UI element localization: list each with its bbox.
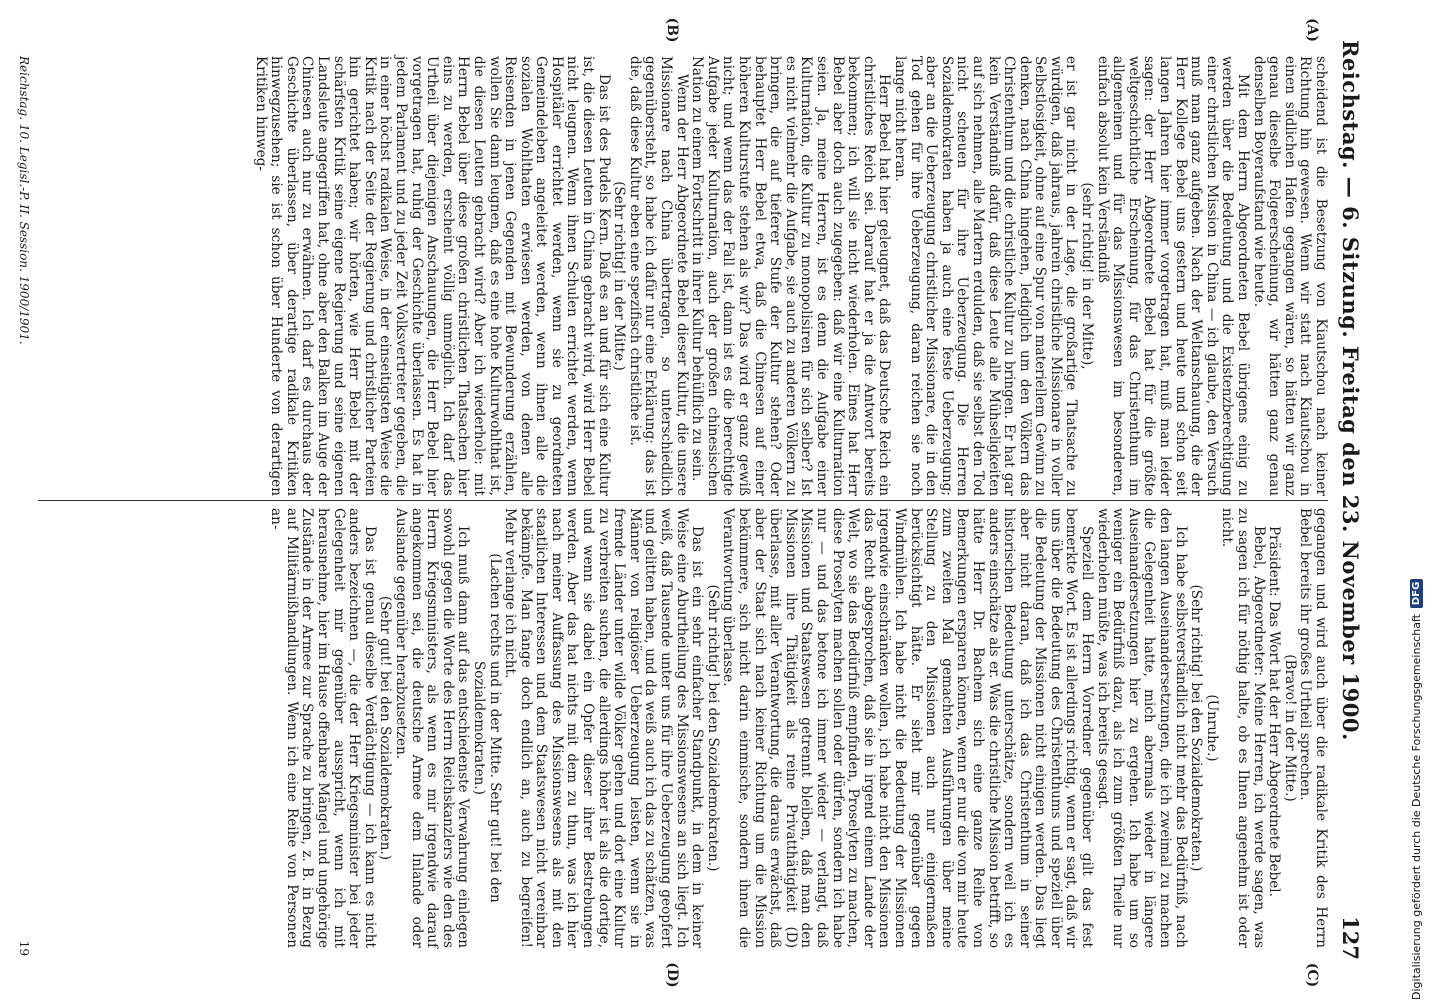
paragraph: Ich habe selbstverständlich nicht mehr das Bedürfniß, nach den langen Auseinandersetzungen, die ich zweimal zu machen die Gelegenheit hatte, mich abermals wieder in längere Auseinandersetzungen hier zu ergehen. Ich habe um so weniger ein Bedürfniß dazu, als ich zum größten Theile nur wiederholen müßte, was ich bereits gesagt. bbox=[1094, 508, 1189, 948]
interjection: (Unruhe.) bbox=[1203, 694, 1220, 762]
paragraph: Speziell dem Herrn Vorredner gegenüber gilt das fest bemerkte Wort. Es ist allerdings richtig, wenn er sagt, daß wir uns über die Bedeutung des Christenthums und speziell über die Bedeutung der Missionen nicht einigen werden. Das liegt aber nicht daran, daß ich das Christenthum in seiner historischen Bedeutung unterschätze, sondern weil ich es anders einschätze als er. Was die christliche Mission betrifft, so hätte Herr Dr. Bachem sich eine ganze Reihe von Bemerkungen ersparen können, wenn er nur die von mir heute zum zweiten Mal gemachten Ausführungen über meine Stellung zu den Missionen auch nur einigermaßen berücksichtigt hätte. Er sieht mir gegenüber gegen Windmühlen. Ich habe nicht die Bedeutung der Missionen irgendwie einschränken wollen, ich habe nicht den Missionen das Recht abgesprochen, daß sie in irgend einem Lande der Welt, wo sie das Bedürfniß empfinden, Proselyten zu machen, diese Proselyten machen sollen oder dürfen, sondern ich habe nur — und das betone ich immer wieder — verlangt, daß Missionen und Staatswesen getrennt bleiben, daß man den Missionen ihre Thätigkeit als reine Privatthätigkeit (D) überlasse, mit aller Verantwortung, die daraus erwächst, daß aber der Staat sich nach keiner Richtung um die Mission bekümmere, sich nicht darin einmische, sondern ihnen die Verantwortung überlasse. bbox=[720, 508, 1096, 948]
digitization-note bbox=[1398, 180, 1434, 1000]
footer-session-info: Reichstag. 10. Legisl.-P. II. Session. 1900/1901. bbox=[17, 56, 31, 345]
paragraph: Das ist des Pudels Kern. Daß es an und für sich eine Kultur ist, die diesen Leuten in China gebracht wird, wird Herr Bebel nicht leugnen. Wenn ihnen Schulen errichtet werden, wenn Hospitäler errichtet werden, wenn sie zu geordneten Gemeindeleben angeleitet werden, wenn ihnen alle die sozialen Wohlthaten erwiesen werden, von denen alle Reisenden in jenen Gegenden mit Bewunderung erzählen, wollen Sie dann leugnen, daß es eine hohe Kulturwohlthat ist, die diesen Leuten gebracht wird? Aber ich wiederhole: mit Herrn Bebel über diese großen christlichen Thatsachen hier eins zu werden, erscheint völlig unmöglich. Ich darf das Urtheil über diejenigen Anschauungen, die Herr Bebel hier vorgetragen hat, ruhig der Geschichte überlassen. Es hat in jedem Parlament und zu jeder Zeit Volksvertreter gegeben, die in einer höchst radikalen Weise, in der einseitigsten Weise die Kritik nach der Seite der Regierung und christlicher Parteien hin gerichtet haben; wir hörten, wie Herr Bebel mit der schärfsten Kritik seine eigene Regierung und seine eigenen Landsleute angegriffen hat, ohne aber den Balken im Auge der Chinesen auch nur zu erwähnen. Ich darf es durchaus der Geschichte überlassen, über derartige radikale Kritiken hinwegzusehen; sie ist schon über Hunderte von derartigen Kritiken hinweg- bbox=[252, 56, 612, 496]
dfg-logo: DFG bbox=[1410, 579, 1423, 608]
left-text-column bbox=[252, 56, 1328, 496]
interjection: (sehr richtig! in der Mitte), bbox=[1079, 182, 1096, 370]
page-footer bbox=[13, 56, 35, 956]
paragraph: er ist gar nicht in der Lage, die großartige Thatsache zu würdigen, daß jahraus, jahrein christliche Missionare in voller Selbstlosigkeit, ohne auf eine Spur von materiellem Gewinn zu denken, nach China hingehen, lediglich um den Völkern das Christenthum und die christliche Kultur zu bringen. Er hat gar kein Verständniß dafür, daß diese Leute alle Mühseligkeiten auf sich nehmen, alle Martern erdulden, daß sie selbst den Tod nicht scheuen für ihre Ueberzeugung. Die Herren Sozialdemokraten haben ja auch eine feste Ueberzeugung; aber an die Ueberzeugung christlicher Missionare, die in den Tod gehen für ihre Ueberzeugung, daran reichen sie noch lange nicht heran. bbox=[891, 56, 1080, 496]
page-header bbox=[1334, 40, 1368, 960]
paragraph: gegangen und wird auch über die radikale Kritik des Herrn Bebel bereits ihr großes Urtheil sprechen. bbox=[1297, 508, 1329, 948]
interjection: (Sehr richtig! bei den Sozialdemokraten.) bbox=[1188, 584, 1205, 872]
footer-sheet-number: 19 bbox=[17, 940, 31, 956]
margin-marker-d: (D) bbox=[664, 962, 680, 988]
margin-marker-a: (A) bbox=[1304, 17, 1320, 43]
interjection: (Sehr gut! bei den Sozialdemokraten.) bbox=[377, 595, 394, 861]
margin-marker-b: (B) bbox=[664, 17, 680, 43]
speaker-paragraph: Bebel, Abgeordneter: Meine Herren, ich werde sagen, was zu sagen ich für nöthig halte, ob es Ihnen angenehm ist oder nicht. bbox=[1219, 508, 1267, 948]
speaker-paragraph: Präsident: Das Wort hat der Herr Abgeordnete Bebel. bbox=[1266, 526, 1283, 897]
running-title: Reichstag. — 6. Sitzung. Freitag den 23. November 1900. bbox=[1338, 40, 1364, 741]
digitization-text: Digitalisierung gefördert durch die Deutsche Forschungsgemeinschaft bbox=[1409, 614, 1423, 1000]
interjection: (Lachen rechts und in der Mitte. Sehr gut! bei den Sozialdemokraten.) bbox=[470, 553, 503, 903]
paragraph: Herr Bebel hat hier geleugnet, daß das Deutsche Reich ein christliches Reich sei. Darauf hat er ja die Antwort bereits bekommen; ich will sie nicht wiederholen. Eines hat Herr Bebel aber doch auch zugegeben: daß wir eine Kulturnation seien. Ja, meine Herren, ist es denn die Aufgabe einer Kulturnation, die Kultur zu monopolisiren für sich selber? Ist es nicht vielmehr die Aufgabe, sie auch zu anderen Völkern zu bringen, die auf tieferer Stufe der Kultur stehen? Oder behauptet Herr Bebel etwa, daß die Chinesen auf einer höheren Kulturstufe stehen als wir? Das wird er ganz gewiß nicht; und wenn das der Fall ist, dann ist es die berechtigte Aufgabe jeder Kulturnation, auch der großen chinesischen Nation zu einem Fortschritt in ihrer Kultur behülflich zu sein. bbox=[689, 56, 893, 496]
paragraph: Das ist ein sehr einfacher Standpunkt, in dem in keiner Weise eine Aburtheilung des Missionswesens an sich liegt. Ich weiß, daß Tausende unter uns für ihre Ueberzeugung geopfert und gelitten haben, und da weiß auch ich das zu schätzen, was Männer von religiöser Ueberzeugung leisten, wenn sie in fremde Länder unter wilde Völker gehen und dort eine Kultur zu verbreiten suchen, die allerdings höher ist als die dortige, und wenn sie dabei ein Opfer dieser ihrer Bestrebungen werden. Aber das hat nichts mit dem zu thun, was ich hier nach meiner Auffassung des Missionswesens als mit den staatlichen Interessen und dem Staatswesen nicht vereinbar bekämpfe. Man fange doch endlich an, auch zu begreifen! Mehr verlange ich nicht. bbox=[502, 508, 706, 948]
page-number: 127 bbox=[1338, 916, 1364, 960]
paragraph: Wenn der Herr Abgeordnete Bebel dieser Kultur, die unsere Missionare nach China übertragen, so unterschiedlich gegenübersteht, so habe ich dafür nur eine Erklärung: das ist die, daß diese Kultur eben eine spezifisch christliche ist. bbox=[626, 56, 690, 496]
right-text-column bbox=[268, 508, 1328, 948]
interjection: (Bravo! in der Mitte.) bbox=[1281, 654, 1298, 802]
paragraph: Ich muß dann auf das entschiedenste Verwahrung einlegen sowohl gegen die Worte des Herrn Reichskanzlers wie den des Herrn Kriegsministers, als wenn es mir irgendwie darauf angekommen sei, die deutsche Armee dem Inlande oder Auslande gegenüber herabzusetzen. bbox=[392, 508, 472, 948]
interjection: (Sehr richtig! in der Mitte.) bbox=[611, 181, 628, 371]
column-divider bbox=[38, 500, 1328, 501]
paragraph: Mit dem Herrn Abgeordneten Bebel übrigens einig zu werden über die Bedeutung und die Existenzberechtigung einer christlichen Mission in China — ich glaube, den Versuch muß man ganz aufgeben. Nach der Weltanschauung, die der Herr Kollege Bebel uns gestern und heute und schon seit langen Jahren hier immer vorgetragen hat, muß man leider sagen: der Herr Abgeordnete Bebel hat für die größte weltgeschichtliche Erscheinung, für das Christenthum im allgemeinen und für das Missionswesen im besonderen, einfach absolut kein Verständniß bbox=[1094, 56, 1252, 496]
paragraph: Das ist genau dieselbe Verdächtigung — ich kann es nicht anders bezeichnen —, die der Herr Kriegsminister bei jeder Gelegenheit mir gegenüber ausspricht, wenn ich mit herausnehme, hier im Hause offenbare Mängel und ungehörige Zustände in der Armee zur Sprache zu bringen, z. B. in Bezug auf Militärmißhandlungen. Wenn ich eine Reihe von Personen an- bbox=[268, 508, 378, 948]
interjection: (Sehr richtig! bei den Sozialdemokraten.) bbox=[704, 584, 721, 872]
margin-marker-c: (C) bbox=[1304, 962, 1320, 988]
paragraph: scheidend ist die Besetzung von Kiautschou nach keiner Richtung hin gewesen. Wenn wir statt nach Kiautschou in einen südlichen Hafen gegangen wären, so hätten wir ganz genau dieselbe Folgeerscheinung, wir hätten ganz genau denselben Boyeraufstand wie heute. bbox=[1250, 56, 1329, 496]
